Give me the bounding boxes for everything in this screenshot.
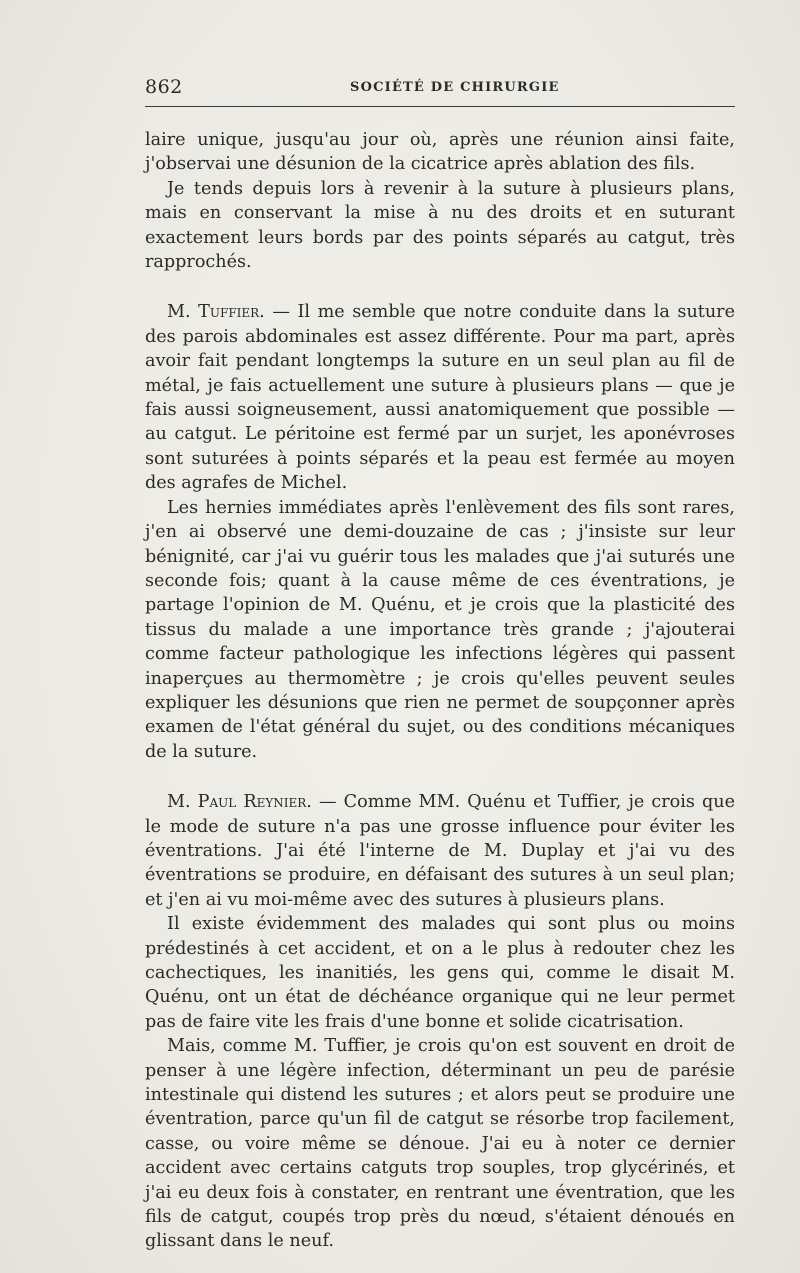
paragraph-text: — Il me semble que notre conduite dans la suture des parois abdominales est assez différente. Pour ma part, après avoir fait pendant longtemps la suture en un seul plan au fil de métal, je fais actuellement une suture à plusieurs plans — que je fais aussi soigneusement, aussi anatomiquement que possible — au catgut. Le péritoine est fermé par un surjet, les aponévroses sont suturées à points séparés et la peau est fermée au moyen des agrafes de Michel. (145, 302, 735, 494)
paragraph: Mais, comme M. Tuffier, je crois qu'on est souvent en droit de penser à une légère infection, déterminant un peu de parésie intestinale qui distend les sutures ; et alors peut se produire une éventration, parce qu'un fil de catgut se résorbe trop facilement, casse, ou voire même se dénoue. J'ai eu à noter ce dernier accident avec certains catguts trop souples, trop glycérinés, et j'ai eu deux fois à constater, en rentrant une éventration, que les fils de catgut, coupés trop près du nœud, s'étaient dénoués en glissant dans le neuf. (145, 1036, 735, 1252)
speaker-name: M. Tuffier. (167, 302, 265, 323)
page-number: 862 (145, 76, 183, 98)
page-header (145, 76, 735, 102)
speaker-name: M. Paul Reynier. (167, 792, 312, 813)
paragraph-text: — Comme MM. Quénu et Tuffier, je crois que le mode de suture n'a pas une grosse influence pour éviter les éventrations. J'ai été l'interne de M. Duplay et j'ai vu des éventrations se produire, en défaisant des sutures à un seul plan; et j'en ai vu moi-même avec des sutures à plusieurs plans. (145, 792, 736, 910)
paragraph: Je tends depuis lors à revenir à la suture à plusieurs plans, mais en conservant la mise à nu des droits et en suturant exactement leurs bords par des points séparés au catgut, très rapprochés. (145, 178, 735, 273)
header-divider (145, 106, 735, 107)
speech-paragraph (145, 790, 735, 912)
speech-paragraph (145, 300, 735, 495)
paragraph: Il existe évidemment des malades qui sont plus ou moins prédestinés à cet accident, et on a le plus à redouter chez les cachectiques, les inanitiés, les gens qui, comme le disait M. Quénu, ont un état de déchéance organique qui ne leur permet pas de faire vite les frais d'une bonne et solide cicatrisation. (145, 914, 735, 1032)
running-head: SOCIÉTÉ DE CHIRURGIE (350, 80, 560, 95)
body-text (145, 128, 735, 1254)
paragraph: Les hernies immédiates après l'enlèvement des fils sont rares, j'en ai observé une demi-douzaine de cas ; j'insiste sur leur bénignité, car j'ai vu guérir tous les malades que j'ai suturés une seconde fois; quant à la cause même de ces éventrations, je partage l'opinion de M. Quénu, et je crois que la plasticité des tissus du malade a une importance très grande ; j'ajouterai comme facteur pathologique les infections légères qui passent inaperçues au thermomètre ; je crois qu'elles peuvent seules expliquer les désunions que rien ne permet de soupçonner après examen de l'état général du sujet, ou des conditions mécaniques de la suture. (145, 497, 735, 762)
paragraph: laire unique, jusqu'au jour où, après une réunion ainsi faite, j'observai une désunion de la cicatrice après ablation des fils. (145, 130, 735, 175)
